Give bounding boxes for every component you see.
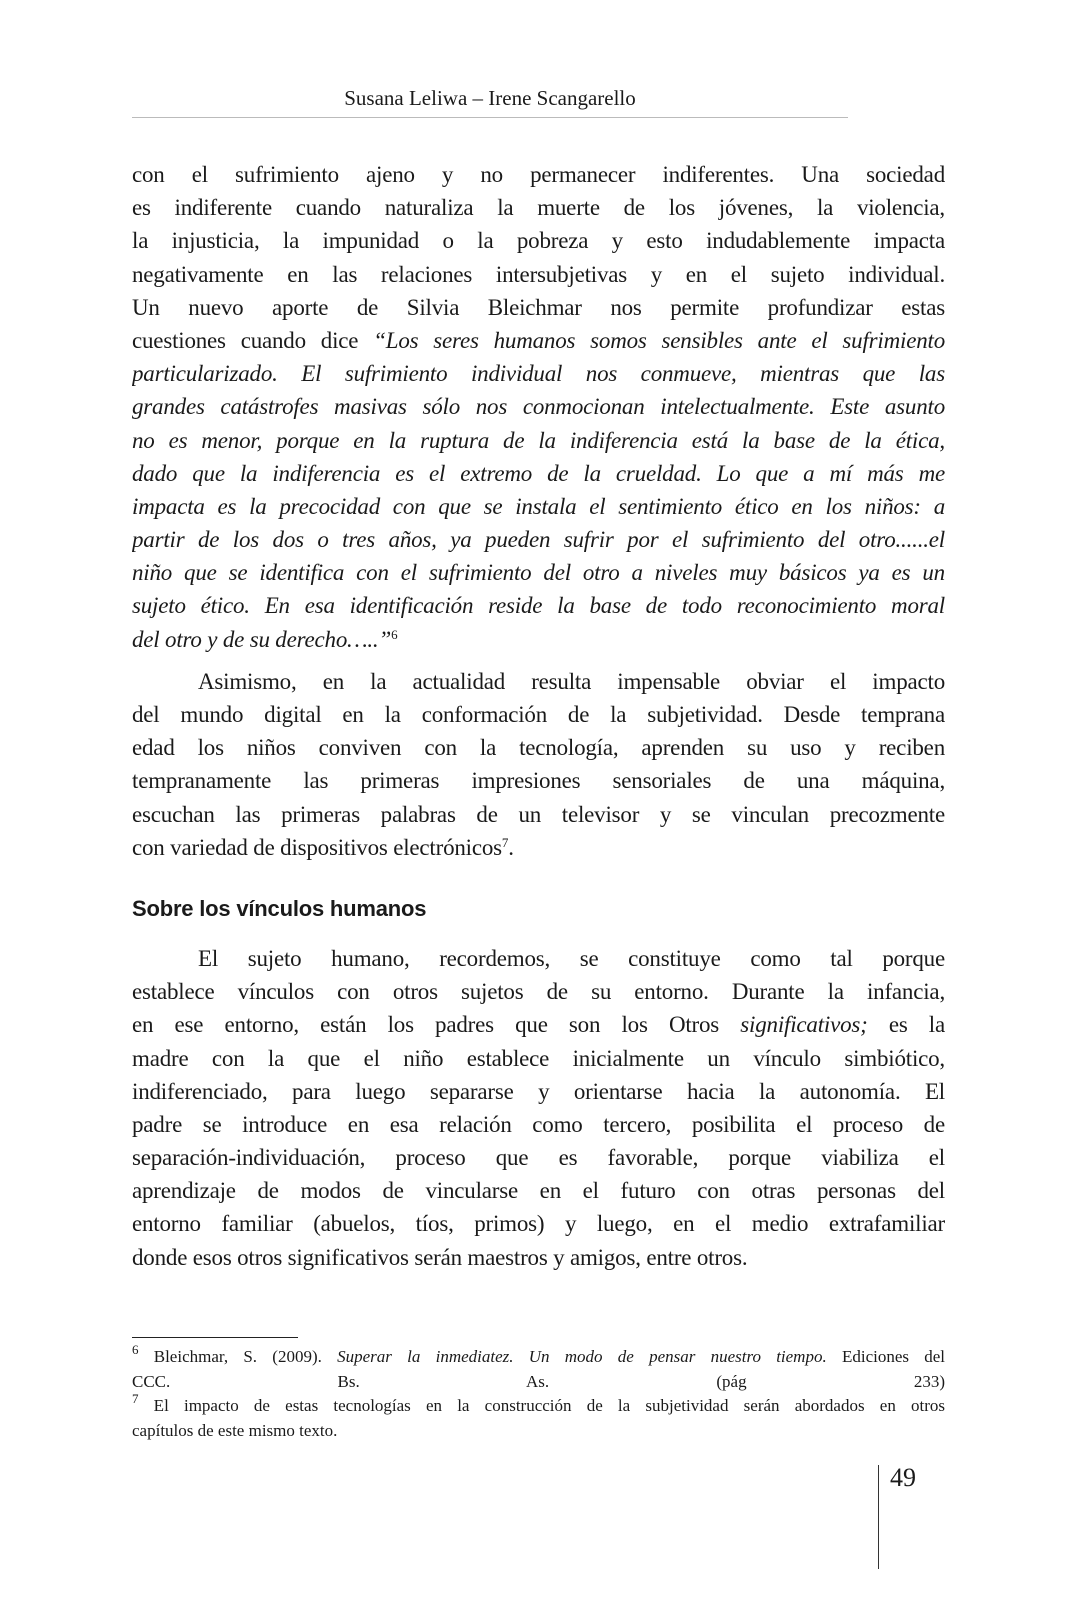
- text-span: con el sufrimiento ajeno y no permanecer indiferentes. Una sociedad: [132, 162, 945, 187]
- paragraph-3: [132, 942, 945, 1274]
- text-span: madre con la que el niño establece inicialmente un vínculo simbiótico,: [132, 1045, 945, 1071]
- italic-text: impacta es la precocidad con que se instala el sentimiento ético en los niños: a: [132, 493, 945, 519]
- italic-text: significativos;: [740, 1012, 868, 1038]
- header-rule: [132, 117, 848, 118]
- italic-text: partir de los dos o tres años, ya pueden sufrir por el sufrimiento del otro......el: [132, 527, 945, 553]
- text-span: edad los niños conviven con la tecnología, aprenden su uso y reciben: [132, 735, 945, 761]
- text-line: [132, 764, 945, 797]
- text-span: Asimismo, en la actualidad resulta impensable obviar el impacto: [198, 668, 945, 694]
- text-line: [132, 831, 945, 864]
- text-line: [132, 1207, 945, 1240]
- text-span: es indiferente cuando naturaliza la muerte de los jóvenes, la violencia,: [132, 195, 945, 221]
- footnote-ref: 7: [501, 834, 509, 850]
- text-line: [132, 158, 945, 191]
- text-line: [132, 1345, 945, 1370]
- text-line: [132, 1141, 945, 1174]
- footnote-ref: 6: [132, 1345, 139, 1357]
- footnote-ref: 6: [391, 626, 398, 642]
- text-line: [132, 798, 945, 831]
- text-line: [132, 1075, 945, 1108]
- running-header: Susana Leliwa – Irene Scangarello: [344, 86, 636, 110]
- text-span: .: [508, 834, 514, 860]
- text-span: del mundo digital en la conformación de la subjetividad. Desde temprana: [132, 702, 945, 727]
- text-line: [132, 975, 945, 1008]
- text-line: [132, 942, 945, 975]
- text-span: con variedad de dispositivos electrónicos: [132, 834, 502, 860]
- text-span: CCC. Bs. As. (pág 233): [132, 1371, 945, 1391]
- text-line: [132, 1370, 945, 1395]
- text-line: [132, 324, 945, 357]
- text-line: [132, 1042, 945, 1075]
- italic-text: Superar la inmediatez. Un modo de pensar nuestro tiempo.: [337, 1347, 827, 1366]
- section-heading: Sobre los vínculos humanos: [132, 895, 427, 921]
- text-line: [132, 523, 945, 556]
- text-span: negativamente en las relaciones intersubjetivas y en el sujeto individual.: [132, 261, 945, 287]
- text-span: padre se introduce en esa relación como tercero, posibilita el proceso de: [132, 1111, 945, 1137]
- footnote-ref: 7: [132, 1394, 139, 1407]
- text-span: es la: [867, 1012, 945, 1038]
- text-span: Bleichmar, S. (2009).: [138, 1347, 338, 1366]
- footnotes: [132, 1345, 945, 1443]
- italic-text: del otro y de su derecho…..”: [132, 626, 392, 652]
- text-line: [132, 258, 945, 291]
- text-span: El impacto de estas tecnologías en la construcción de la subjetividad serán abordados en otros: [138, 1396, 945, 1416]
- paragraph-1: [132, 158, 945, 656]
- text-span: entorno familiar (abuelos, tíos, primos) y luego, en el medio extrafamiliar: [132, 1211, 945, 1237]
- text-line: [132, 698, 945, 731]
- text-span: Ediciones del: [826, 1347, 945, 1366]
- text-span: Un nuevo aporte de Silvia Bleichmar nos permite profundizar estas: [132, 294, 945, 320]
- text-span: aprendizaje de modos de vincularse en el futuro con otras personas del: [132, 1178, 945, 1204]
- text-line: [132, 1008, 945, 1041]
- italic-text: particularizado. El sufrimiento individual nos conmueve, mientras que las: [132, 361, 945, 387]
- text-line: [132, 1241, 945, 1274]
- text-line: [132, 665, 945, 698]
- text-span: la injusticia, la impunidad o la pobreza y esto indudablemente impacta: [132, 228, 945, 254]
- italic-text: niño que se identifica con el sufrimiento del otro a niveles muy básicos ya es un: [132, 560, 945, 586]
- text-span: establece vínculos con otros sujetos de su entorno. Durante la infancia,: [132, 979, 945, 1005]
- text-line: [132, 1394, 945, 1419]
- footnote-rule: [132, 1337, 298, 1338]
- text-span: donde esos otros significativos serán maestros y amigos, entre otros.: [132, 1244, 748, 1270]
- text-line: [132, 191, 945, 224]
- text-span: capítulos de este mismo texto.: [132, 1420, 338, 1440]
- text-line: [132, 457, 945, 490]
- text-line: [132, 490, 945, 523]
- page-body: [132, 158, 945, 1274]
- text-line: [132, 291, 945, 324]
- text-line: [132, 424, 945, 457]
- italic-text: sujeto ético. En esa identificación reside la base de todo reconocimiento moral: [132, 593, 945, 619]
- italic-text: no es menor, porque en la ruptura de la indiferencia está la base de la ética,: [132, 427, 945, 453]
- text-span: indiferenciado, para luego separarse y orientarse hacia la autonomía. El: [132, 1078, 945, 1104]
- text-line: [132, 731, 945, 764]
- italic-text: grandes catástrofes masivas sólo nos conmocionan intelectualmente. Este asunto: [132, 394, 945, 420]
- text-span: tempranamente las primeras impresiones sensoriales de una máquina,: [132, 768, 945, 794]
- text-line: [132, 1419, 945, 1444]
- text-span: escuchan las primeras palabras de un televisor y se vinculan precozmente: [132, 801, 945, 827]
- text-line: [132, 1174, 945, 1207]
- text-line: [132, 589, 945, 622]
- italic-text: dado que la indiferencia es el extremo de la crueldad. Lo que a mí más me: [132, 460, 945, 486]
- text-span: El sujeto humano, recordemos, se constituye como tal porque: [198, 945, 945, 971]
- text-line: [132, 623, 945, 656]
- paragraph-2: [132, 665, 945, 864]
- text-line: [132, 1108, 945, 1141]
- text-span: cuestiones cuando dice: [132, 327, 374, 353]
- page-number-bar: [878, 1465, 879, 1569]
- text-line: [132, 357, 945, 390]
- text-line: [132, 390, 945, 423]
- text-span: separación-individuación, proceso que es favorable, porque viabiliza el: [132, 1145, 945, 1171]
- italic-text: “Los seres humanos somos sensibles ante el sufrimiento: [373, 327, 945, 353]
- text-span: en ese entorno, están los padres que son los Otros: [132, 1012, 741, 1038]
- text-line: [132, 224, 945, 257]
- text-line: [132, 556, 945, 589]
- page-number: 49: [890, 1463, 916, 1492]
